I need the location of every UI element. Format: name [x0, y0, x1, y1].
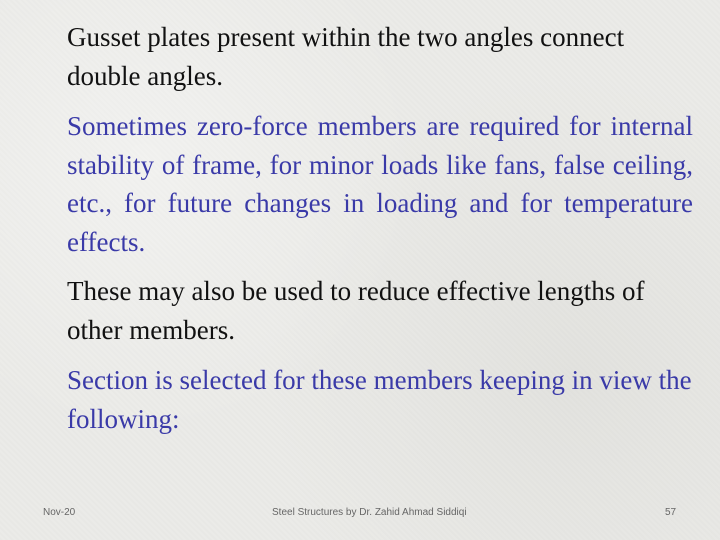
footer-date: Nov-20	[43, 507, 76, 518]
paragraph-section-selection: Section is selected for these members keeping in view the following:	[67, 365, 692, 434]
paragraph-effective-lengths: These may also be used to reduce effective lengths of other members.	[67, 276, 645, 345]
footer-page-number: 57	[665, 507, 677, 518]
footer-title: Steel Structures by Dr. Zahid Ahmad Siddiqi	[272, 507, 467, 518]
paragraph-gusset-plates: Gusset plates present within the two angles connect double angles.	[67, 22, 625, 91]
paragraph-zero-force-members: Sometimes zero-force members are required for internal stability of frame, for minor loads like fans, false ceiling, etc., for future changes in loading and for temperature effects.	[67, 111, 693, 257]
